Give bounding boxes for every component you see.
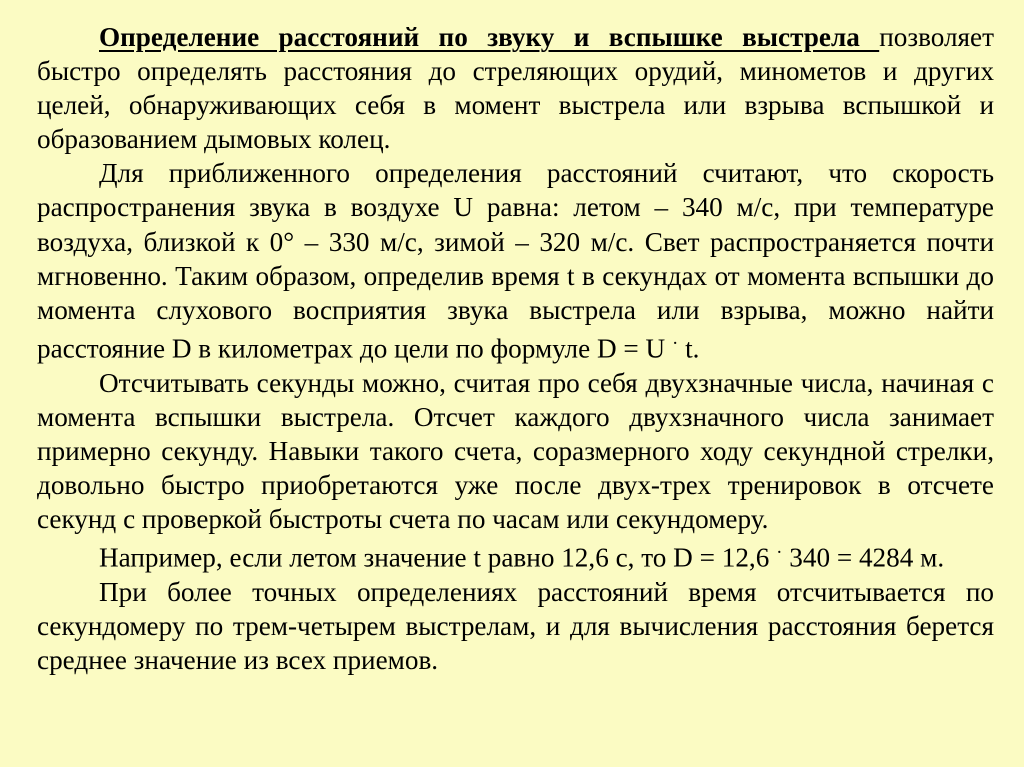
paragraph-counting <box>37 366 994 536</box>
paragraph-sound-speed-text: Для приближенного определения расстояний считают, что скорость распространения звука в воздухе U равна: летом – 340 м/с, при температуре воздуха, близкой к 0° – 330 м/с, зимой – 320 м/с. Свет распространяется почти мгновенно. Таким образом, определив время t в секундах от момента вспышки до момента слухового восприятия звука выстрела или взрыва, можно найти расстояние D в километрах до цели по формуле D = U <box>37 158 994 364</box>
paragraph-sound-speed-tail: t. <box>678 333 700 364</box>
paragraph-example-tail: 340 = 4284 м. <box>782 542 945 573</box>
section-heading: Определение расстояний по звуку и вспышке выстрела <box>99 22 880 52</box>
paragraph-example <box>37 536 994 575</box>
paragraph-sound-speed <box>37 156 994 365</box>
paragraph-precise-text: При более точных определениях расстояний время отсчитывается по секундомеру по трем-четырем выстрелам, и для вычисления расстояния берется среднее значение из всех приемов. <box>37 576 994 675</box>
multiplication-dot: · <box>671 332 679 354</box>
multiplication-dot: · <box>776 541 783 563</box>
paragraph-counting-text: Отсчитывать секунды можно, считая про себя двухзначные числа, начиная с момента вспышки выстрела. Отсчет каждого двухзначного числа занимает примерно секунду. Навыки такого счета, соразмерного ходу секундной стрелки, довольно быстро приобретаются уже после двух-трех тренировок в отсчете секунд с проверкой быстроты счета по часам или секундомеру. <box>37 367 994 534</box>
paragraph-intro-text: позволяет быстро определять расстояния до стреляющих орудий, минометов и других целей, обнаруживающих себя в момент выстрела или взрыва вспышкой и образованием дымовых колец. <box>37 22 994 155</box>
paragraph-precise <box>37 575 994 677</box>
paragraph-example-text: Например, если летом значение t равно 12,6 с, то D = 12,6 <box>99 542 770 573</box>
paragraph-intro <box>37 20 994 156</box>
